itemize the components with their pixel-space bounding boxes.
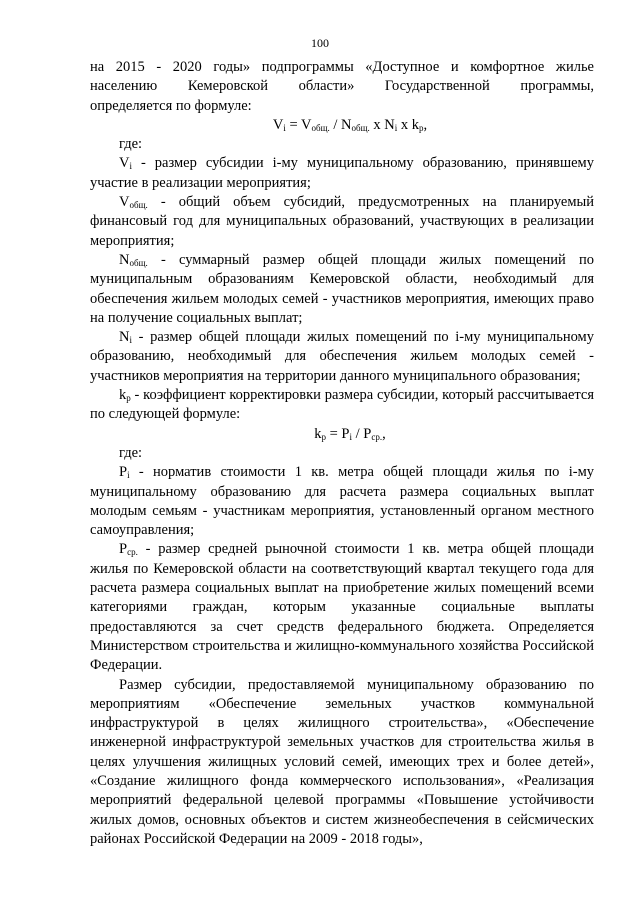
correction-formula: $k_р = P_i / P_{ср.}$, [314,425,386,442]
definition-n-total: $N_{общ.}$ - суммарный размер общей площади жилых помещений по муниципальным образованиям Кемеровской области, необходимый для обеспечения жильем молодых семей - участников мероприятия, имеющих право на получение социальных выплат; [90,251,594,326]
intro-line-3: определяется по формуле: [90,97,252,114]
definition-ni: $N_i$ - размер общей площади жилых помещений по i-му муниципальному образованию, необходимый для обеспечения жильем молодых семей - участников мероприятия на территории данного муниципального образования; [90,329,594,384]
intro-line-2: населению Кемеровской области» Государственной программы, [90,78,594,95]
document-body [90,58,594,849]
where-label-1: где: [119,136,143,153]
definition-p-avg: $P_{ср.}$ - размер средней рыночной стоимости 1 кв. метра общей площади жилья по Кемеровской области на соответствующий квартал текущего года для расчета размера социальных выплат на приобретение жилых помещений всеми категориями граждан, которым указанные социальные выплаты предоставляются за счет средств федерального бюджета. Определяется Министерством строительства и жилищно-коммунального хозяйства Российской Федерации. [90,541,594,674]
where-label-2: где: [119,444,143,461]
final-paragraph: Размер субсидии, предоставляемой муниципальному образованию по мероприятиям «Обеспечение земельных участков коммунальной инфраструктурой в целях жилищного строительства», «Обеспечение инженерной инфраструктурой земельных участков для строительства жилья в целях улучшения жилищных условий семей, имеющих трех и более детей», «Создание жилищного фонда коммерческого использования», «Реализация мероприятий федеральной целевой программы «Повышение устойчивости жилых домов, основных объектов и систем жизнеобеспечения в сейсмических районах Российской Федерации на 2009 - 2018 годы», [90,676,594,847]
intro-line-1: на 2015 - 2020 годы» подпрограммы «Доступное и комфортное жилье [90,59,594,75]
page-number: 100 [311,36,329,50]
definition-v-total: $V_{общ.}$ - общий объем субсидий, предусмотренных на планируемый финансовый год для муниципальных образований, участвующих в реализации мероприятия; [90,194,594,249]
definition-kp: $k_р$ - коэффициент корректировки размера субсидии, который рассчитывается по следующей формуле: [90,387,594,423]
definition-pi: $P_i$ - норматив стоимости 1 кв. метра общей площади жилья по i-му муниципальному образованию для расчета размера социальных выплат молодым семьям - участникам мероприятия, установленный органом местного самоуправления; [90,464,594,539]
subsidy-formula: $V_i = V_{общ.} / N_{общ.}$ х $N_i$ х $k_р$, [272,116,428,133]
definition-vi: $V_i$ - размер субсидии i-му муниципальному образованию, принявшему участие в реализации мероприятия; [90,155,594,191]
